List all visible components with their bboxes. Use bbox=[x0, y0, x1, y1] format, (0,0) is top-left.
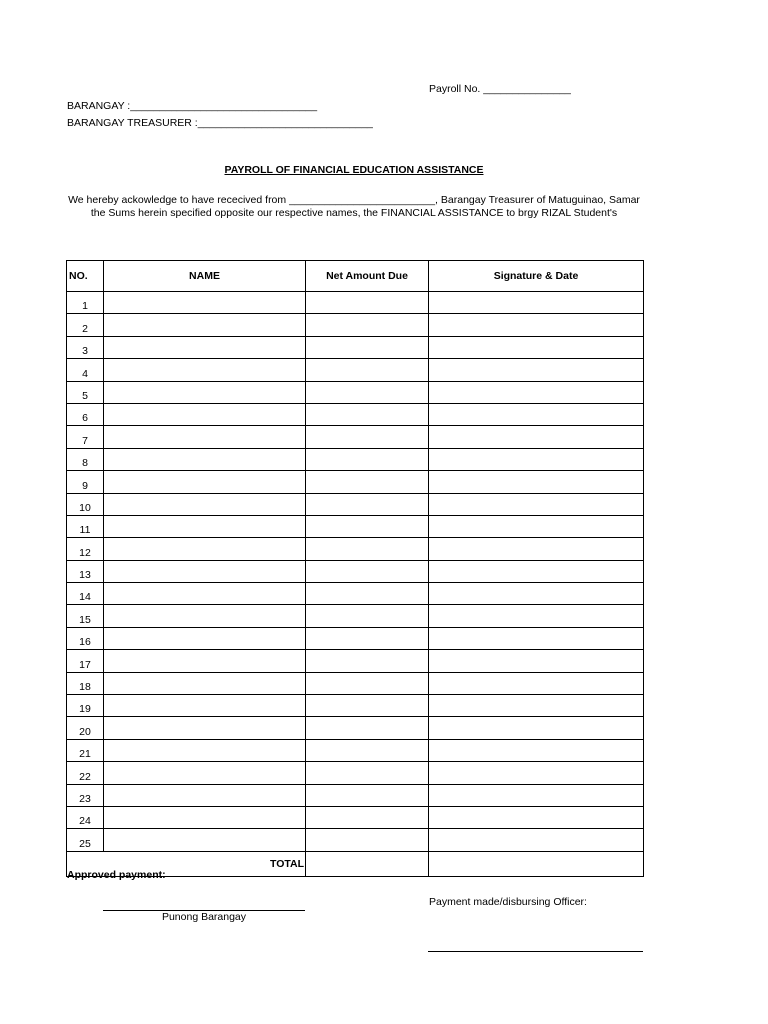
name-cell bbox=[104, 829, 306, 851]
disbursing-officer-signature-line bbox=[428, 951, 643, 952]
acknowledgement-line-1: We hereby ackowledge to have rececived from _________________________, Barangay Treasurer of Matuguinao, Samar bbox=[68, 194, 640, 206]
signature-date-cell bbox=[429, 493, 644, 515]
name-cell bbox=[104, 717, 306, 739]
signature-date-cell bbox=[429, 650, 644, 672]
signature-date-cell bbox=[429, 359, 644, 381]
net-amount-cell bbox=[306, 695, 429, 717]
row-number: 22 bbox=[67, 762, 104, 784]
row-number: 1 bbox=[67, 292, 104, 314]
net-amount-cell bbox=[306, 672, 429, 694]
table-row bbox=[67, 605, 644, 627]
signature-date-cell bbox=[429, 583, 644, 605]
row-number: 7 bbox=[67, 426, 104, 448]
row-number: 8 bbox=[67, 448, 104, 470]
table-header-row bbox=[67, 261, 644, 292]
name-cell bbox=[104, 605, 306, 627]
net-amount-cell bbox=[306, 471, 429, 493]
barangay-treasurer-label: BARANGAY TREASURER :______________________________ bbox=[67, 117, 373, 129]
row-number: 16 bbox=[67, 627, 104, 649]
table-row bbox=[67, 359, 644, 381]
name-cell bbox=[104, 784, 306, 806]
row-number: 11 bbox=[67, 515, 104, 537]
net-amount-cell bbox=[306, 605, 429, 627]
net-amount-cell bbox=[306, 381, 429, 403]
name-cell bbox=[104, 471, 306, 493]
name-cell bbox=[104, 448, 306, 470]
table-row bbox=[67, 538, 644, 560]
name-cell bbox=[104, 381, 306, 403]
net-amount-cell bbox=[306, 336, 429, 358]
document-title: PAYROLL OF FINANCIAL EDUCATION ASSISTANCE bbox=[224, 164, 484, 176]
table-row bbox=[67, 292, 644, 314]
table-row bbox=[67, 762, 644, 784]
name-cell bbox=[104, 359, 306, 381]
name-cell bbox=[104, 336, 306, 358]
table-row bbox=[67, 403, 644, 425]
table-row bbox=[67, 672, 644, 694]
table-row bbox=[67, 627, 644, 649]
table-row bbox=[67, 806, 644, 828]
row-number: 21 bbox=[67, 739, 104, 761]
row-number: 17 bbox=[67, 650, 104, 672]
row-number: 5 bbox=[67, 381, 104, 403]
table-row bbox=[67, 471, 644, 493]
name-cell bbox=[104, 426, 306, 448]
row-number: 18 bbox=[67, 672, 104, 694]
name-cell bbox=[104, 560, 306, 582]
row-number: 13 bbox=[67, 560, 104, 582]
row-number: 9 bbox=[67, 471, 104, 493]
name-cell bbox=[104, 650, 306, 672]
total-signature-cell bbox=[429, 851, 644, 876]
net-amount-cell bbox=[306, 560, 429, 582]
signature-date-cell bbox=[429, 627, 644, 649]
name-cell bbox=[104, 538, 306, 560]
net-amount-cell bbox=[306, 426, 429, 448]
row-number: 24 bbox=[67, 806, 104, 828]
table-row bbox=[67, 829, 644, 851]
column-header-no: NO. bbox=[67, 261, 104, 292]
net-amount-cell bbox=[306, 314, 429, 336]
signature-date-cell bbox=[429, 762, 644, 784]
row-number: 15 bbox=[67, 605, 104, 627]
row-number: 23 bbox=[67, 784, 104, 806]
table-row bbox=[67, 426, 644, 448]
signature-date-cell bbox=[429, 426, 644, 448]
table-row bbox=[67, 381, 644, 403]
name-cell bbox=[104, 515, 306, 537]
net-amount-cell bbox=[306, 806, 429, 828]
net-amount-cell bbox=[306, 538, 429, 560]
total-amount-cell bbox=[306, 851, 429, 876]
signature-date-cell bbox=[429, 471, 644, 493]
table-row bbox=[67, 448, 644, 470]
net-amount-cell bbox=[306, 762, 429, 784]
payroll-number-label: Payroll No. _______________ bbox=[429, 83, 571, 95]
signature-date-cell bbox=[429, 806, 644, 828]
barangay-label: BARANGAY :________________________________ bbox=[67, 100, 318, 112]
net-amount-cell bbox=[306, 784, 429, 806]
punong-barangay-label: Punong Barangay bbox=[161, 911, 247, 923]
net-amount-cell bbox=[306, 739, 429, 761]
table-row bbox=[67, 515, 644, 537]
name-cell bbox=[104, 762, 306, 784]
row-number: 14 bbox=[67, 583, 104, 605]
table-row bbox=[67, 336, 644, 358]
row-number: 20 bbox=[67, 717, 104, 739]
row-number: 6 bbox=[67, 403, 104, 425]
row-number: 4 bbox=[67, 359, 104, 381]
disbursing-officer-label: Payment made/disbursing Officer: bbox=[429, 896, 587, 908]
table-row bbox=[67, 695, 644, 717]
row-number: 25 bbox=[67, 829, 104, 851]
net-amount-cell bbox=[306, 627, 429, 649]
column-header-signature-date: Signature & Date bbox=[429, 261, 644, 292]
net-amount-cell bbox=[306, 650, 429, 672]
signature-date-cell bbox=[429, 448, 644, 470]
signature-date-cell bbox=[429, 515, 644, 537]
net-amount-cell bbox=[306, 493, 429, 515]
name-cell bbox=[104, 739, 306, 761]
name-cell bbox=[104, 672, 306, 694]
name-cell bbox=[104, 403, 306, 425]
acknowledgement-line-2: the Sums herein specified opposite our respective names, the FINANCIAL ASSISTANCE to brgy RIZAL Student's bbox=[90, 207, 618, 219]
signature-date-cell bbox=[429, 829, 644, 851]
signature-date-cell bbox=[429, 560, 644, 582]
signature-date-cell bbox=[429, 314, 644, 336]
signature-date-cell bbox=[429, 784, 644, 806]
net-amount-cell bbox=[306, 292, 429, 314]
name-cell bbox=[104, 493, 306, 515]
table-row bbox=[67, 314, 644, 336]
net-amount-cell bbox=[306, 359, 429, 381]
name-cell bbox=[104, 806, 306, 828]
row-number: 12 bbox=[67, 538, 104, 560]
total-label: TOTAL bbox=[67, 851, 306, 876]
net-amount-cell bbox=[306, 403, 429, 425]
signature-date-cell bbox=[429, 336, 644, 358]
net-amount-cell bbox=[306, 448, 429, 470]
name-cell bbox=[104, 314, 306, 336]
row-number: 10 bbox=[67, 493, 104, 515]
row-number: 19 bbox=[67, 695, 104, 717]
signature-date-cell bbox=[429, 739, 644, 761]
table-row bbox=[67, 583, 644, 605]
table-row bbox=[67, 739, 644, 761]
signature-date-cell bbox=[429, 403, 644, 425]
name-cell bbox=[104, 292, 306, 314]
signature-date-cell bbox=[429, 672, 644, 694]
net-amount-cell bbox=[306, 829, 429, 851]
column-header-name: NAME bbox=[104, 261, 306, 292]
table-row bbox=[67, 717, 644, 739]
table-row bbox=[67, 784, 644, 806]
column-header-net-amount-due: Net Amount Due bbox=[306, 261, 429, 292]
row-number: 2 bbox=[67, 314, 104, 336]
signature-date-cell bbox=[429, 695, 644, 717]
approved-payment-label: Approved payment: bbox=[67, 869, 166, 881]
signature-date-cell bbox=[429, 717, 644, 739]
table-row bbox=[67, 493, 644, 515]
row-number: 3 bbox=[67, 336, 104, 358]
net-amount-cell bbox=[306, 717, 429, 739]
name-cell bbox=[104, 583, 306, 605]
net-amount-cell bbox=[306, 583, 429, 605]
name-cell bbox=[104, 627, 306, 649]
signature-date-cell bbox=[429, 538, 644, 560]
net-amount-cell bbox=[306, 515, 429, 537]
table-row bbox=[67, 650, 644, 672]
signature-date-cell bbox=[429, 292, 644, 314]
payroll-table bbox=[66, 260, 644, 877]
signature-date-cell bbox=[429, 381, 644, 403]
table-row bbox=[67, 560, 644, 582]
signature-date-cell bbox=[429, 605, 644, 627]
name-cell bbox=[104, 695, 306, 717]
